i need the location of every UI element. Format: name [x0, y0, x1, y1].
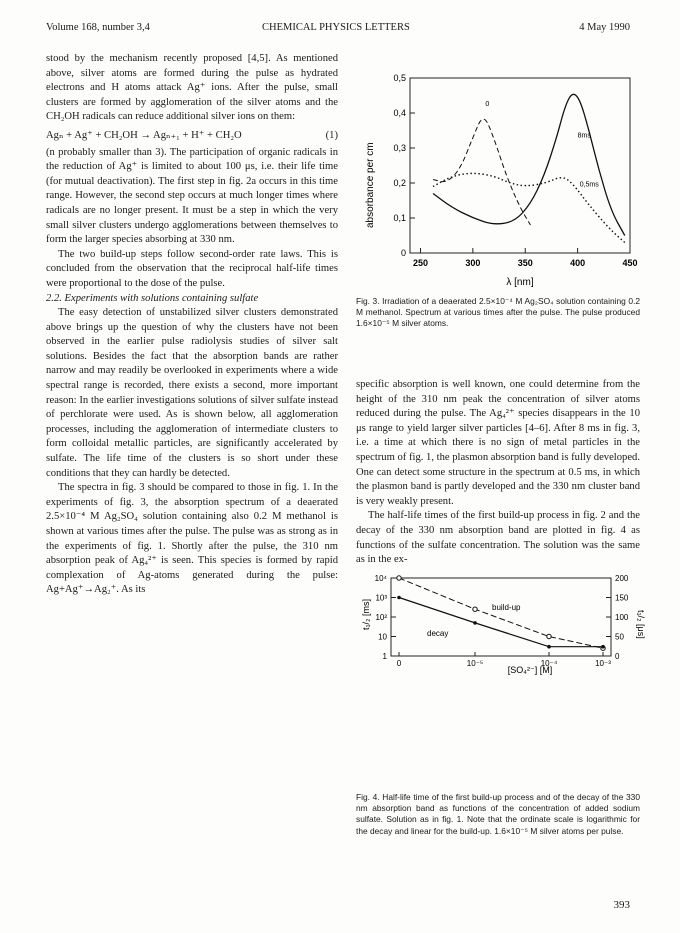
y-tick-label: 0,1 [393, 213, 406, 223]
curve-label: 8ms [577, 132, 591, 140]
page-number: 393 [613, 899, 630, 911]
y-axis-left-label: t₁/₂ [ms] [361, 598, 371, 630]
paragraph: specific absorption is well known, one could determine from the height of the 310 nm peak the concentration of silver atoms reduced during the pulse. The Ag₄²⁺ species disappears in the 10 μs range to yield larger silver particles [4–6]. After 8 ms in fig. 3, i.e. a time at which there is no sign of metal particles in the spectrum of fig. 1, the plasmon absorption band is fully developed. One can detect some structure in the spectrum at 0.5 ms, in which the plasmon band is partly developed and the 330 nm cluster band is very weakly present. [356, 379, 640, 507]
y-tick-label: 0,5 [393, 73, 406, 83]
equation-body: Agₙ + Ag⁺ + CH₂OH → Agₙ₊₁ + H⁺ + CH₂O [46, 129, 242, 141]
y-tick-label: 0,2 [393, 178, 406, 188]
paragraph: (n probably smaller than 3). The participation of organic radicals in the reduction of Ag⁺ is limited to about 100 μs, i.e. their life time (for mutual deactivation). The first step in fig. 2a occurs in this time range. However, the second step occurs at much longer times where radicals are no longer present. It must be a step in which the very small silver clusters undergo agglomerations between themselves to form the larger species absorbing at 330 nm. [46, 146, 338, 246]
x-tick-label: 10⁻³ [595, 659, 611, 668]
paragraph: stood by the mechanism recently proposed [4,5]. As mentioned above, silver atoms are formed during the pulse as hydrated electrons and H atoms attack Ag⁺ ions. After the pulse, small clusters are formed by agglomeration of the silver atoms and the CH₂OH radicals can reduce additional silver ions on them: [46, 53, 338, 123]
legend-decay: decay [427, 629, 449, 638]
journal-title: CHEMICAL PHYSICS LETTERS [262, 22, 410, 33]
right-tick-label: 0 [615, 652, 620, 661]
right-tick-label: 150 [615, 593, 629, 603]
journal-date: 4 May 1990 [579, 22, 630, 33]
curve-label: 0 [485, 101, 490, 108]
left-tick-label: 10² [375, 613, 387, 622]
paragraph: The easy detection of unstabilized silver clusters demonstrated above brings up the question of why the clusters have not been observed in the earlier pulse radiolysis studies of silver salt solutions. Besides the fact that the absorption bands are rather narrow and may readily be overlooked in experiments where a wide spectral range is recorded, there exists a second, more important reason: In the earlier investigations solutions of silver sulfate instead of perchlorate were used. As is shown below, all agglomeration processes, including the agglomeration of intermediate clusters to form colloidal metallic particles, are significantly accelerated by sulfate. The life time of the clusters is so short under these conditions that they can hardly be detected. [46, 307, 338, 479]
y-axis-label: absorbance per cm [365, 142, 376, 228]
curve-label: 0,5ms [579, 181, 599, 189]
right-tick-label: 200 [615, 574, 629, 583]
paragraph: The spectra in fig. 3 should be compared to those in fig. 1. In the experiments of fig. 3, the absorption spectrum of a deaerated 2.5×10⁻⁴ M Ag₂SO₄ solution containing also 0.2 M methanol is shown at various times after the pulse. The pulse was as strong as in the experiments of fig. 1. Shortly after the pulse, the 310 nm absorption peak of Ag₄²⁺ is seen. This species is formed by rapid complexation of Ag-atoms generated during the pulse: Ag+Ag⁺→Ag₂⁺. As its [46, 482, 338, 596]
paragraph: The two build-up steps follow second-order rate laws. This is concluded from the observation that the reciprocal half-life times were proportional to the dose of the pulse. [46, 248, 338, 289]
y-tick-label: 0,4 [393, 108, 406, 118]
paragraph: The half-life times of the first build-up process in fig. 2 and the decay of the 330 nm absorption band are plotted in fig. 4 as functions of the sulfate concentration. The solution was the same as in the ex- [356, 510, 640, 566]
right-tick-label: 100 [615, 613, 629, 622]
right-column [356, 378, 640, 568]
left-tick-label: 10⁴ [374, 574, 387, 583]
right-tick-label: 50 [615, 632, 624, 642]
left-tick-label: 10 [378, 632, 387, 642]
journal-volume: Volume 168, number 3,4 [46, 22, 150, 33]
legend-build-up: build-up [492, 603, 521, 612]
build-up-point [547, 634, 551, 638]
figure-4-chart [355, 570, 646, 675]
equation-number: (1) [325, 129, 338, 141]
figure-4-caption: Fig. 4. Half-life time of the first build-up process and of the decay of the 330 nm absorption band as functions of the concentration of added sodium sulfate. Solution as in fig. 1. Note that the ordinate scale is logarithmic for the decay and linear for the build-up. 1.6×10⁻⁵ M silver atoms per pulse. [356, 792, 640, 836]
x-axis-label: [SO₄²⁻] [M] [507, 665, 553, 675]
equation [46, 129, 338, 144]
section-heading: 2.2. Experiments with solutions containing sulfate [46, 292, 259, 304]
left-tick-label: 10³ [375, 593, 387, 603]
x-tick-label: 350 [517, 258, 533, 268]
series-line-0 [433, 119, 530, 225]
x-tick-label: 300 [465, 258, 481, 268]
y-tick-label: 0 [400, 248, 406, 258]
decay-point [473, 621, 477, 625]
x-tick-label: 400 [570, 258, 586, 268]
x-tick-label: 450 [622, 258, 638, 268]
series-line-8ms [433, 94, 625, 235]
y-axis-right-label: t₁/₂ [μs] [636, 610, 646, 639]
x-axis-label: λ [nm] [506, 277, 534, 288]
figure-3-caption: Fig. 3. Irradiation of a deaerated 2.5×10⁻⁴ M Ag₂SO₄ solution containing 0.2 M methanol. Spectrum at various times after the pulse. The pulse produced 1.6×10⁻⁵ M silver atoms. [356, 296, 640, 329]
decay-point [601, 645, 605, 649]
build-up-point [473, 607, 477, 611]
left-column [46, 52, 338, 598]
decay-point [547, 645, 551, 649]
build-up-point [397, 576, 401, 580]
decay-point [397, 596, 401, 600]
figure-3-chart [355, 73, 640, 288]
y-tick-label: 0,3 [393, 143, 406, 153]
left-tick-label: 1 [382, 652, 387, 661]
x-tick-label: 10⁻⁴ [540, 659, 558, 668]
x-tick-label: 250 [412, 258, 428, 268]
x-tick-label: 10⁻⁵ [466, 659, 484, 668]
x-tick-label: 0 [396, 659, 402, 668]
